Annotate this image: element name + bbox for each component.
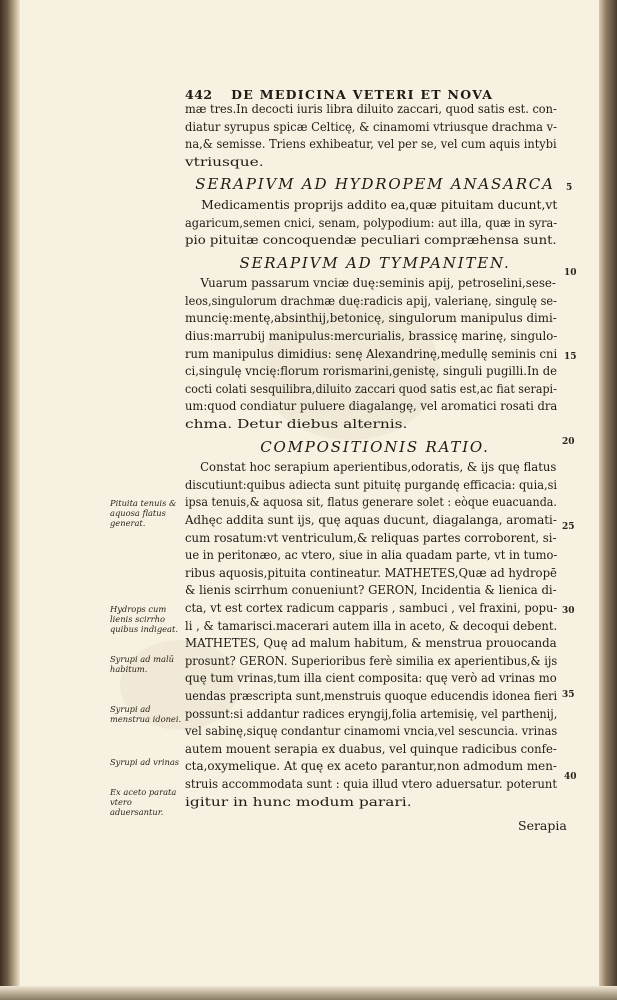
text-line: uendas præscripta sunt,menstruis quoque educendis idonea fieri <box>185 688 558 703</box>
binding-edge-left <box>0 0 20 1000</box>
text-line: Medicamentis proprijs addito ea,quæ pituitam ducunt,vt <box>201 197 558 212</box>
text-line: Adhęc addita sunt ijs, quę aquas ducunt, diagalanga, aromati- <box>185 512 557 527</box>
section-heading: COMPOSITIONIS RATIO. <box>260 437 490 456</box>
text-line: struis accommodata sunt : quia illud vtero aduersatur. poterunt <box>185 776 557 791</box>
page-edge-bottom <box>0 986 617 1000</box>
text-line: pio pituitæ concoquendæ peculiari compræhensa sunt. <box>185 233 557 248</box>
line-number: 10 <box>564 268 577 278</box>
text-line: ci,singulę vncię:florum rorismarini,genistę, singuli pugilli.In de <box>185 364 558 379</box>
text-line: cum rosatum:vt ventriculum,& reliquas partes corroborent, si- <box>185 530 557 545</box>
margin-note: Syrupi ad menstrua idonei. <box>110 704 182 724</box>
section-heading: SERAPIVM AD HYDROPEM ANASARCA <box>195 175 555 194</box>
line-number: 40 <box>564 772 577 782</box>
text-line: dius:marrubij manipulus:mercurialis, brassicę marinę, singulo- <box>185 329 558 343</box>
text-line: chma. Detur diebus alternis. <box>185 417 408 431</box>
page-number: 442 <box>185 87 213 102</box>
running-title: DE MEDICINA VETERI ET NOVA <box>231 87 494 102</box>
margin-note: Hydrops cum lienis scirrho quibus indigeat. <box>110 604 178 634</box>
line-number: 5 <box>566 183 573 193</box>
text-line: diatur syrupus spicæ Celticę, & cinamomi vtriusque drachma v- <box>185 119 557 134</box>
text-line: mæ tres.In decocti iuris libra diluito zaccari, quod satis est. con- <box>185 102 557 116</box>
text-line: igitur in hunc modum parari. <box>185 794 412 809</box>
text-line: na,& semisse. Triens exhibeatur, vel per se, vel cum aquis intybi <box>185 137 557 152</box>
text-line: ue in peritonæo, ac vtero, siue in alia quadam parte, vt in tumo- <box>185 548 558 563</box>
line-number: 15 <box>564 352 577 362</box>
page-edge-right <box>599 0 617 1000</box>
text-line: um:quod condiatur puluere diagalangę, vel aromatici rosati dra <box>185 399 558 414</box>
line-number: 35 <box>562 690 575 700</box>
line-number: 20 <box>562 437 575 447</box>
line-number: 30 <box>562 606 575 616</box>
margin-note: Syrupi ad vrinas <box>110 757 180 767</box>
line-number: 25 <box>562 522 575 532</box>
text-line: prosunt? GERON. Superioribus ferè similia ex aperientibus,& ijs <box>185 653 558 668</box>
margin-note: Ex aceto parata vtero aduersantur. <box>110 787 177 817</box>
text-line: & lienis scirrhum conueniunt? GERON, Incidentia & lienica di- <box>185 583 557 598</box>
text-line: cta,oxymelique. At quę ex aceto parantur,non admodum men- <box>185 759 557 774</box>
book-page <box>22 0 599 986</box>
text-line: ribus aquosis,pituita contineatur. MATHETES,Quæ ad hydropē <box>185 565 557 580</box>
text-line: cta, vt est cortex radicum capparis , sambuci , vel fraxini, popu- <box>185 600 558 615</box>
text-line: MATHETES, Quę ad malum habitum, & menstrua prouocanda <box>185 636 557 651</box>
text-line: cocti colati sesquilibra,diluito zaccari quod satis est,ac fiat serapi- <box>185 381 557 396</box>
text-line: li , & tamarisci.macerari autem illa in aceto, & decoqui debent. <box>185 618 558 633</box>
text-line: leos,singulorum drachmæ duę:radicis apij, valerianę, singulę se- <box>185 293 557 308</box>
margin-note: Pituita tenuis & aquosa flatus generat. <box>110 498 177 528</box>
text-line: discutiunt:quibus adiecta sunt pituitę purgandę efficacia: quia,si <box>185 477 558 492</box>
text-line: Constat hoc serapium aperientibus,odoratis, & ijs quę flatus <box>200 460 557 475</box>
text-line: autem mouent serapia ex duabus, vel quinque radicibus confe- <box>185 741 557 756</box>
catchword: Serapia <box>518 818 567 833</box>
text-line: ipsa tenuis,& aquosa sit, flatus generare solet : eòque euacuanda. <box>185 495 557 510</box>
margin-note: Syrupi ad malū habitum. <box>110 654 174 674</box>
text-line: possunt:si addantur radices eryngij,folia artemisię, vel parthenij, <box>185 706 558 721</box>
text-line: rum manipulus dimidius: senę Alexandrinę,medullę seminis cni <box>185 346 558 361</box>
page-header <box>185 87 585 102</box>
text-line: agaricum,semen cnici, senam, polypodium: aut illa, quæ in syra- <box>185 215 558 230</box>
section-heading: SERAPIVM AD TYMPANITEN. <box>239 253 511 272</box>
text-line: quę tum vrinas,tum illa cient composita: quę verò ad vrinas mo <box>185 671 557 686</box>
text-line: Vuarum passarum vnciæ duę:seminis apij, petroselini,sese- <box>200 276 556 291</box>
text-line: vel sabinę,siquę condantur cinamomi vncia,vel sescuncia. vrinas <box>185 724 558 739</box>
text-line: muncię:mentę,absinthij,betonicę, singulorum manipulus dimi- <box>185 311 557 326</box>
text-line: vtriusque. <box>185 154 264 169</box>
